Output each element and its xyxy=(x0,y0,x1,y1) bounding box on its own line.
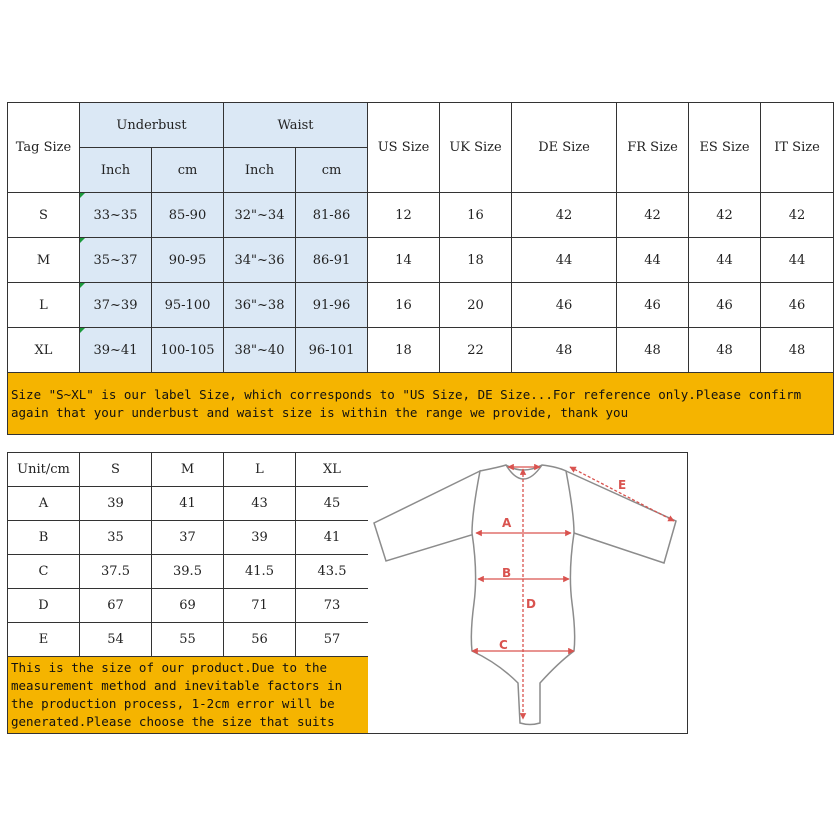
waist-inch-cell: 34"~36 xyxy=(224,238,296,283)
uk-size-cell: 20 xyxy=(440,283,512,328)
waist-cm-cell: 81-86 xyxy=(296,193,368,238)
measure-cell: 57 xyxy=(296,623,369,657)
table-row xyxy=(8,589,369,623)
es-size-header: ES Size xyxy=(689,103,761,193)
size-chart-table xyxy=(7,102,834,435)
it-size-header: IT Size xyxy=(761,103,834,193)
tag-size-header: Tag Size xyxy=(8,103,80,193)
underbust-header: Underbust xyxy=(80,103,224,148)
table-row xyxy=(8,193,834,238)
waist-cm-cell: 86-91 xyxy=(296,238,368,283)
underbust-inch-cell: 35~37 xyxy=(80,238,152,283)
tag-size-cell: XL xyxy=(8,328,80,373)
measure-cell: 35 xyxy=(80,521,152,555)
bodysuit-diagram xyxy=(368,453,688,735)
size-note: Size "S~XL" is our label Size, which corresponds to "US Size, DE Size...For reference only.Please confirm again that your underbust and waist size is within the range we provide, thank you xyxy=(8,373,834,435)
it-size-cell: 44 xyxy=(761,238,834,283)
underbust-cm-cell: 85-90 xyxy=(152,193,224,238)
underbust-cm-cell: 90-95 xyxy=(152,238,224,283)
table-row xyxy=(8,487,369,521)
us-size-cell: 14 xyxy=(368,238,440,283)
measure-cell: 37.5 xyxy=(80,555,152,589)
unit-header: Unit/cm xyxy=(8,453,80,487)
table-row xyxy=(8,555,369,589)
measure-cell: 43.5 xyxy=(296,555,369,589)
uk-size-cell: 22 xyxy=(440,328,512,373)
es-size-cell: 48 xyxy=(689,328,761,373)
uk-size-cell: 18 xyxy=(440,238,512,283)
measure-cell: 39 xyxy=(224,521,296,555)
de-size-cell: 44 xyxy=(512,238,617,283)
fr-size-cell: 48 xyxy=(617,328,689,373)
us-size-cell: 16 xyxy=(368,283,440,328)
measure-cell: 41 xyxy=(296,521,369,555)
fr-size-cell: 46 xyxy=(617,283,689,328)
measure-cell: 41.5 xyxy=(224,555,296,589)
measurement-chart-table xyxy=(7,452,369,734)
size-l-header: L xyxy=(224,453,296,487)
measure-cell: 71 xyxy=(224,589,296,623)
measure-label: D xyxy=(8,589,80,623)
es-size-cell: 44 xyxy=(689,238,761,283)
de-size-cell: 48 xyxy=(512,328,617,373)
measure-cell: 73 xyxy=(296,589,369,623)
uk-size-header: UK Size xyxy=(440,103,512,193)
tag-size-cell: S xyxy=(8,193,80,238)
tag-size-cell: M xyxy=(8,238,80,283)
us-size-cell: 12 xyxy=(368,193,440,238)
waist-cm-cell: 96-101 xyxy=(296,328,368,373)
measure-label: A xyxy=(8,487,80,521)
underbust-inch-header: Inch xyxy=(80,148,152,193)
underbust-cm-cell: 95-100 xyxy=(152,283,224,328)
table-row xyxy=(8,283,834,328)
uk-size-cell: 16 xyxy=(440,193,512,238)
underbust-cm-cell: 100-105 xyxy=(152,328,224,373)
waist-inch-header: Inch xyxy=(224,148,296,193)
measure-cell: 43 xyxy=(224,487,296,521)
underbust-inch-cell: 37~39 xyxy=(80,283,152,328)
es-size-cell: 42 xyxy=(689,193,761,238)
measure-label: E xyxy=(8,623,80,657)
measure-cell: 37 xyxy=(152,521,224,555)
measure-cell: 56 xyxy=(224,623,296,657)
measure-cell: 45 xyxy=(296,487,369,521)
de-size-cell: 46 xyxy=(512,283,617,328)
measure-cell: 69 xyxy=(152,589,224,623)
measure-cell: 39 xyxy=(80,487,152,521)
measure-label: B xyxy=(8,521,80,555)
table-row xyxy=(8,623,369,657)
fr-size-cell: 44 xyxy=(617,238,689,283)
fr-size-header: FR Size xyxy=(617,103,689,193)
underbust-inch-cell: 33~35 xyxy=(80,193,152,238)
measure-cell: 39.5 xyxy=(152,555,224,589)
tag-size-cell: L xyxy=(8,283,80,328)
waist-header: Waist xyxy=(224,103,368,148)
us-size-header: US Size xyxy=(368,103,440,193)
size-s-header: S xyxy=(80,453,152,487)
us-size-cell: 18 xyxy=(368,328,440,373)
label-b: B xyxy=(502,566,512,580)
waist-cm-cell: 91-96 xyxy=(296,283,368,328)
measure-cell: 41 xyxy=(152,487,224,521)
size-m-header: M xyxy=(152,453,224,487)
table-row xyxy=(8,328,834,373)
size-xl-header: XL xyxy=(296,453,369,487)
table-row xyxy=(8,521,369,555)
waist-inch-cell: 38"~40 xyxy=(224,328,296,373)
garment-figure xyxy=(368,452,688,734)
label-d: D xyxy=(526,597,536,611)
bodysuit-outline xyxy=(374,465,676,725)
waist-inch-cell: 36"~38 xyxy=(224,283,296,328)
underbust-cm-header: cm xyxy=(152,148,224,193)
measure-cell: 54 xyxy=(80,623,152,657)
de-size-cell: 42 xyxy=(512,193,617,238)
table-row xyxy=(8,238,834,283)
it-size-cell: 48 xyxy=(761,328,834,373)
measure-label: C xyxy=(8,555,80,589)
label-a: A xyxy=(502,516,512,530)
label-c: C xyxy=(499,638,508,652)
underbust-inch-cell: 39~41 xyxy=(80,328,152,373)
measure-cell: 67 xyxy=(80,589,152,623)
label-e: E xyxy=(618,478,627,492)
fr-size-cell: 42 xyxy=(617,193,689,238)
waist-inch-cell: 32"~34 xyxy=(224,193,296,238)
it-size-cell: 42 xyxy=(761,193,834,238)
de-size-header: DE Size xyxy=(512,103,617,193)
waist-cm-header: cm xyxy=(296,148,368,193)
es-size-cell: 46 xyxy=(689,283,761,328)
measure-cell: 55 xyxy=(152,623,224,657)
product-note: This is the size of our product.Due to the measurement method and inevitable factors in the production process, 1-2cm error will be generated.Please choose the size that suits xyxy=(8,657,369,734)
it-size-cell: 46 xyxy=(761,283,834,328)
